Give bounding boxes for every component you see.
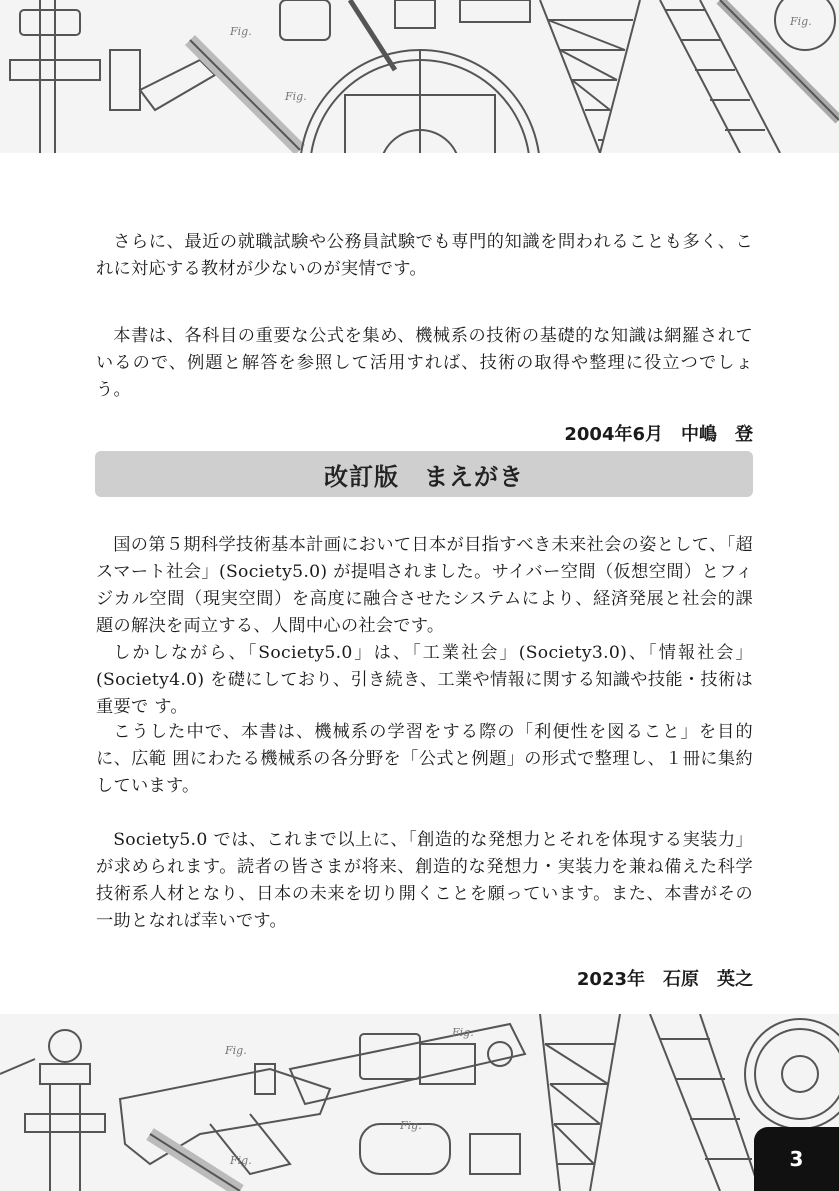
- mechanical-illustration-bottom: [0, 1014, 839, 1191]
- old-preface-signature: 2004年6月 中嶋 登: [564, 424, 753, 445]
- revised-preface-heading: 改訂版 まえがき: [324, 462, 524, 491]
- bottom-decorative-banner: [0, 1014, 839, 1191]
- revised-preface-paragraph-1: 国の第５期科学技術基本計画において日本が目指すべき未来社会の姿として、「超スマート社会」(Society5.0) が提唱されました。サイバー空間（仮想空間）とフィジカル空間（現実空間）を高度に融合させたシステムにより、経済発展と社会的課題の解決を両立する、人間中心の社会です。: [96, 535, 753, 636]
- svg-text:Fig.: Fig.: [225, 1044, 247, 1057]
- svg-text:Fig.: Fig.: [285, 90, 307, 103]
- mechanical-illustration-top: [0, 0, 839, 153]
- old-preface-paragraph-2: 本書は、各科目の重要な公式を集め、機械系の技術の基礎的な知識は網羅されているので、例題と解答を参照して活用すれば、技術の取得や整理に役立つでしょう。: [96, 326, 753, 400]
- old-preface-paragraph-1: さらに、最近の就職試験や公務員試験でも専門的知識を問われることも多く、これに対応する教材が少ないのが実情です。: [96, 232, 753, 279]
- page-number-tab: [754, 1127, 839, 1191]
- svg-text:Fig.: Fig.: [790, 15, 812, 28]
- svg-text:Fig.: Fig.: [230, 1154, 252, 1167]
- top-decorative-banner: [0, 0, 839, 153]
- svg-text:Fig.: Fig.: [400, 1119, 422, 1132]
- revised-preface-paragraph-2: しかしながら、「Society5.0」は、「工業社会」(Society3.0)、「情報社会」(Society4.0) を礎にしており、引き続き、工業や情報に関する知識や技能・技術は重要で す。: [96, 643, 753, 717]
- revised-preface-heading-bar: [95, 451, 753, 497]
- revised-preface-signature: 2023年 石原 英之: [576, 969, 753, 990]
- svg-text:Fig.: Fig.: [230, 25, 252, 38]
- revised-preface-paragraph-4: Society5.0 では、これまで以上に、「創造的な発想力とそれを体現する実装力」が求められます。読者の皆さまが将来、創造的な発想力・実装力を兼ね備えた科学技術系人材となり、日本の未来を切り開くことを願っています。また、本書がその一助となれば幸いです。: [96, 830, 753, 931]
- page-number: 3: [789, 1147, 804, 1171]
- svg-text:Fig.: Fig.: [452, 1026, 474, 1039]
- revised-preface-paragraph-3: こうした中で、本書は、機械系の学習をする際の「利便性を図ること」を目的に、広範 囲にわたる機械系の各分野を「公式と例題」の形式で整理し、１冊に集約しています。: [96, 722, 753, 796]
